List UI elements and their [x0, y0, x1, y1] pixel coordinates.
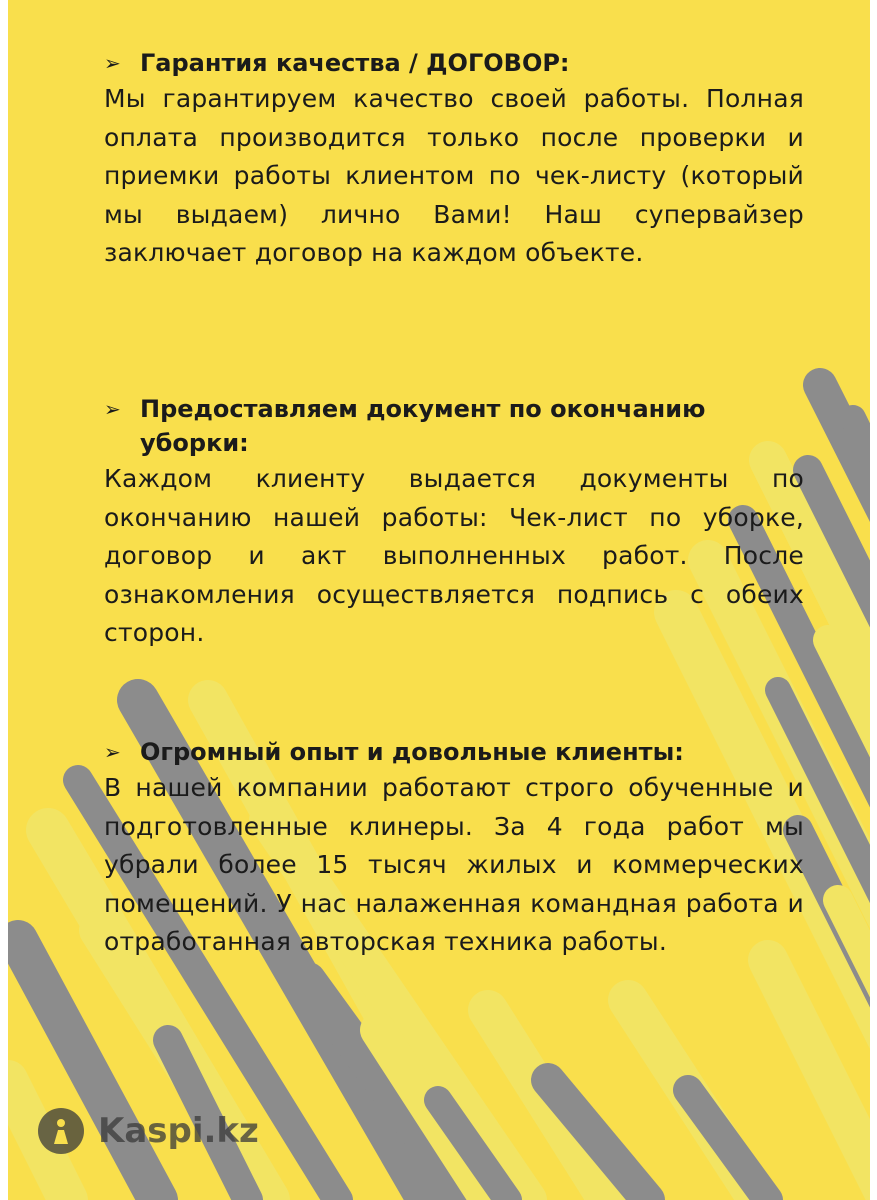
section-quality-guarantee — [104, 46, 804, 273]
section-heading — [104, 392, 804, 460]
section-heading — [104, 46, 804, 80]
section-body: Мы гарантируем качество своей работы. Полная оплата производится только после проверки и приемки работы клиентом по чек-листу (который мы выдаем) лично Вами! Наш супервайзер заключает договор на каждом объекте. — [104, 84, 804, 267]
arrow-bullet-icon: ➢ — [104, 397, 121, 421]
section-heading-text: Гарантия качества / ДОГОВОР: — [140, 49, 570, 77]
arrow-bullet-icon: ➢ — [104, 51, 121, 75]
section-experience — [104, 735, 804, 962]
kaspi-watermark — [38, 1108, 259, 1154]
kaspi-logo-icon — [38, 1108, 84, 1154]
section-heading — [104, 735, 804, 769]
section-body: Каждом клиенту выдается документы по окончанию нашей работы: Чек-лист по уборке, договор и акт выполненных работ. После ознакомления осуществляется подпись с обеих сторон. — [104, 464, 804, 647]
section-document-provided — [104, 392, 804, 653]
section-heading-text: Огромный опыт и довольные клиенты: — [140, 738, 684, 766]
section-heading-text: Предоставляем документ по окончанию уборки: — [140, 395, 706, 457]
section-body: В нашей компании работают строго обученные и подготовленные клинеры. За 4 года работ мы убрали более 15 тысяч жилых и коммерческих помещений. У нас налаженная командная работа и отработанная авторская техника работы. — [104, 773, 804, 956]
arrow-bullet-icon: ➢ — [104, 740, 121, 764]
watermark-text: Kaspi.kz — [98, 1111, 259, 1151]
document-page — [8, 0, 870, 1200]
